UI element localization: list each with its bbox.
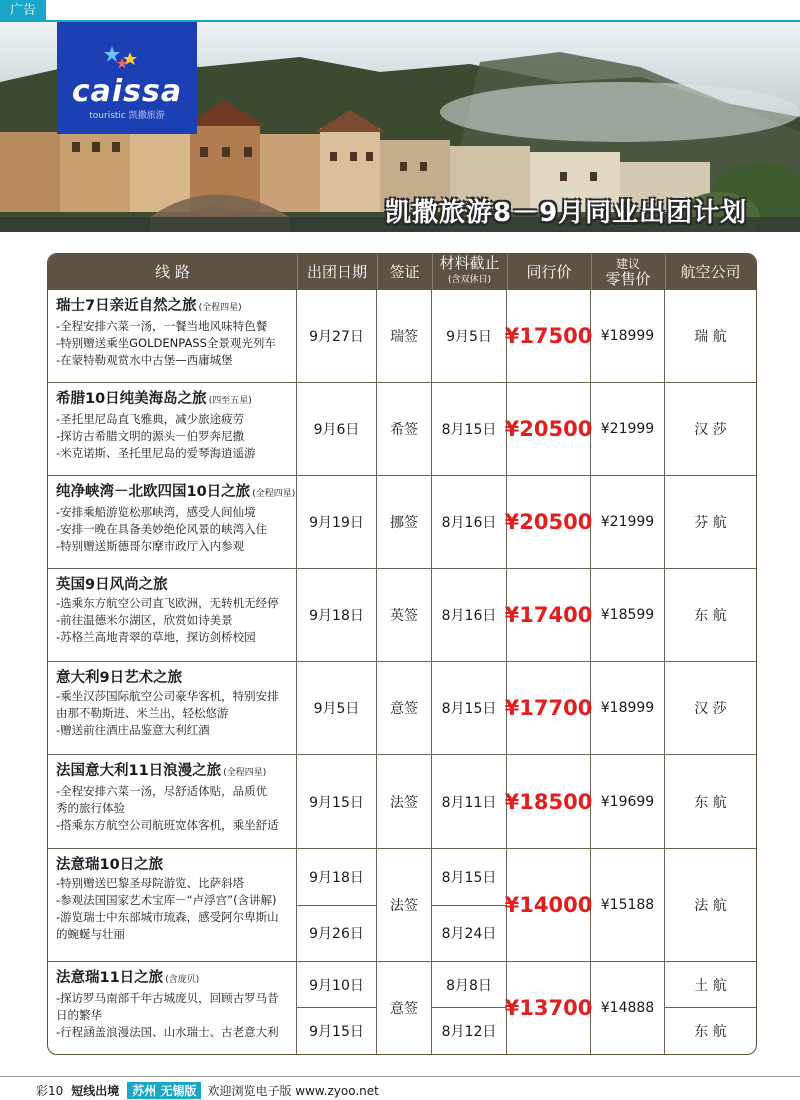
route-detail-line: 秀的旅行体验: [56, 801, 125, 815]
deadline-cell: 8月15日: [432, 849, 507, 906]
route-detail-line: -行程涵盖浪漫法国、山水瑞士、古老意大利: [56, 1025, 279, 1039]
retail-price-cell: [591, 962, 665, 1054]
section-name: 短线出境: [71, 1083, 120, 1098]
retail-price: ¥21999: [600, 421, 655, 437]
peer-price: ¥20500: [504, 510, 593, 534]
departure-date-cell: 9月18日: [297, 569, 377, 662]
visa-cell: 法签: [377, 849, 432, 962]
route-title: [56, 668, 296, 688]
route-detail-line: -全程安排六菜一汤，尽舒适体贴，品质优: [56, 784, 268, 798]
brand-name: caissa: [71, 74, 183, 109]
departure-date-cell: 9月26日: [297, 906, 377, 963]
departure-date-cell: 9月27日: [297, 290, 377, 383]
route-detail-line: -圣托里尼岛直飞雅典，减少旅途疲劳: [56, 412, 245, 426]
route-title-text: 法国意大利11日浪漫之旅: [56, 763, 222, 779]
departure-date-cell: 9月15日: [297, 755, 377, 849]
deadline-cell: 8月12日: [432, 1008, 507, 1054]
departure-date-cell: 9月6日: [297, 383, 377, 476]
route-detail-line: 的蜿蜒与壮丽: [56, 927, 125, 941]
route-title-text: 英国9日风尚之旅: [56, 577, 168, 593]
header-visa: 签证: [377, 254, 433, 290]
banner-title: 凯撒旅游8－9月同业出团计划: [385, 198, 748, 228]
deadline-cell: 8月15日: [432, 662, 507, 755]
airline-cell: 东 航: [694, 1024, 727, 1040]
deadline-cell: 8月24日: [432, 906, 507, 963]
route-cell: [48, 962, 297, 1054]
route-title-text: 法意瑞11日之旅: [56, 970, 164, 986]
promo-text: 欢迎浏览电子版 www.zyoo.net: [207, 1083, 379, 1098]
airline-cell: 汉 莎: [665, 383, 756, 476]
footer: [36, 1081, 379, 1099]
route-detail-line: -游览瑞士中东部城市琉森，感受阿尔卑斯山: [56, 910, 279, 924]
route-detail-line: -苏格兰高地青翠的草地，探访剑桥校园: [56, 630, 256, 644]
peer-price-cell: [504, 476, 593, 569]
route-detail-line: -在蒙特勒观赏水中古堡—西庸城堡: [56, 353, 233, 367]
route-title: [56, 855, 296, 875]
departure-date-cell: 9月15日: [297, 1008, 377, 1054]
deadline-cell: 8月8日: [432, 962, 507, 1008]
header-deadline-note: (含双休日): [447, 275, 491, 285]
airline-cell: 瑞 航: [665, 290, 756, 383]
route-cell: [48, 569, 297, 662]
peer-price-cell: [504, 962, 593, 1054]
peer-price: ¥20500: [504, 417, 593, 441]
retail-price-cell: [591, 569, 665, 662]
route-note: (全程四星): [198, 303, 242, 313]
visa-cell: 挪签: [377, 476, 432, 569]
visa-cell: 法签: [377, 755, 432, 849]
route-detail-line: 由那不勒斯进、米兰出，轻松悠游: [56, 706, 229, 720]
retail-price: ¥21999: [600, 514, 655, 530]
peer-price: ¥18500: [504, 789, 593, 814]
visa-cell: 希签: [377, 383, 432, 476]
visa-cell: 英签: [377, 569, 432, 662]
route-detail-line: -安排一晚在具备美妙绝伦风景的峡湾入住: [56, 522, 268, 536]
visa-cell: 意签: [377, 962, 432, 1054]
airline-cell: 东 航: [665, 569, 756, 662]
route-detail-line: -探访古希腊文明的源头－伯罗奔尼撒: [56, 429, 245, 443]
route-title-text: 法意瑞10日之旅: [56, 857, 164, 873]
header-retail-price: 建议 零售价: [591, 254, 666, 290]
route-detail-line: -特别赠送斯德哥尔摩市政厅入内参观: [56, 539, 245, 553]
peer-price-cell: [504, 290, 593, 383]
route-title: [56, 968, 296, 990]
route-title: [56, 575, 296, 595]
peer-price-cell: [504, 849, 593, 962]
header-airline: 航空公司: [680, 262, 741, 281]
retail-price: ¥18999: [600, 328, 655, 344]
retail-price-cell: [591, 476, 665, 569]
page-number: 彩10: [36, 1083, 64, 1098]
route-cell: [48, 849, 297, 962]
peer-price-cell: [504, 383, 593, 476]
route-detail-line: -安排乘船游览松那峡湾，感受人间仙境: [56, 505, 256, 519]
route-cell: [48, 290, 297, 383]
route-cell: [48, 755, 297, 849]
route-note: (四至五星): [208, 396, 252, 406]
route-detail-line: -前往温德米尔湖区，欣赏如诗美景: [56, 613, 233, 627]
departure-date-cell: 9月18日: [297, 849, 377, 906]
deadline-cell: 8月15日: [432, 383, 507, 476]
departure-date-cell: 9月19日: [297, 476, 377, 569]
route-title-text: 希腊10日纯美海岛之旅: [56, 391, 207, 407]
route-title-text: 瑞士7日亲近自然之旅: [56, 298, 197, 314]
departure-date-cell: 9月5日: [297, 662, 377, 755]
airline-cell: 东 航: [665, 755, 756, 849]
stars-icon: [102, 44, 152, 74]
route-title: [56, 482, 296, 504]
retail-price-cell: [591, 849, 665, 962]
footer-divider: [0, 1076, 800, 1077]
route-title-text: 纯净峡湾－北欧四国10日之旅: [56, 484, 251, 500]
airline-cell: 芬 航: [665, 476, 756, 569]
brand-subtitle: touristic 凯撒旅游: [89, 111, 165, 121]
retail-price-cell: [591, 290, 665, 383]
airline-cell: 土 航: [665, 962, 756, 1008]
retail-price: ¥18999: [600, 700, 655, 716]
route-title-text: 意大利9日艺术之旅: [56, 670, 183, 686]
deadline-cell: 9月5日: [432, 290, 507, 383]
table-header: [48, 254, 756, 290]
banner: [0, 22, 800, 232]
route-detail-line: -参观法国国家艺术宝库－“卢浮宫”(含讲解): [56, 893, 277, 907]
tour-schedule-table: [47, 253, 757, 1055]
route-note: (全程四星): [223, 768, 267, 778]
route-detail-line: -米克诺斯、圣托里尼岛的爱琴海逍遥游: [56, 446, 256, 460]
header-peer-price: 同行价: [507, 254, 592, 290]
route-detail-line: -乘坐汉莎国际航空公司豪华客机，特别安排: [56, 689, 279, 703]
peer-price: ¥17700: [504, 696, 593, 720]
peer-price-cell: [504, 662, 593, 755]
header-route: 线 路: [48, 254, 298, 290]
route-detail-line: -选乘东方航空公司直飞欧洲，无转机无经停: [56, 596, 279, 610]
retail-price-cell: [591, 662, 665, 755]
retail-price-cell: [591, 755, 665, 849]
airline-cell: 汉 莎: [665, 662, 756, 755]
route-note: (含庞贝): [165, 975, 200, 985]
peer-price-cell: [504, 755, 593, 849]
edition-badge: 苏州 无锡版: [127, 1082, 201, 1099]
airline-cell: 法 航: [665, 849, 756, 962]
route-detail-line: -探访罗马南部千年古城庞贝，回顾古罗马昔: [56, 991, 279, 1005]
route-title: [56, 296, 296, 318]
route-detail-line: -特别赠送巴黎圣母院游览、比萨斜塔: [56, 876, 245, 890]
route-cell: [48, 476, 297, 569]
deadline-cell: 8月16日: [432, 569, 507, 662]
visa-cell: 意签: [377, 662, 432, 755]
peer-price: ¥13700: [504, 996, 593, 1020]
retail-price: ¥18599: [600, 607, 655, 623]
peer-price: ¥17400: [504, 603, 593, 627]
caissa-logo: [57, 22, 197, 134]
header-date: 出团日期: [297, 254, 378, 290]
route-title: [56, 389, 296, 411]
peer-price-cell: [504, 569, 593, 662]
retail-price: ¥14888: [600, 1000, 655, 1016]
peer-price: ¥14000: [504, 893, 593, 917]
ad-tag: 广告: [0, 0, 46, 22]
retail-price: ¥19699: [600, 793, 655, 810]
deadline-cell: 8月16日: [432, 476, 507, 569]
route-cell: [48, 662, 297, 755]
route-detail-line: -赠送前往酒庄品鉴意大利红酒: [56, 723, 210, 737]
route-title: [56, 761, 296, 783]
route-cell: [48, 383, 297, 476]
retail-price: ¥15188: [600, 897, 655, 913]
route-detail-line: 日的繁华: [56, 1008, 102, 1022]
departure-date-cell: 9月10日: [297, 962, 377, 1008]
peer-price: ¥17500: [504, 324, 593, 348]
route-note: (全程四星): [252, 489, 296, 499]
retail-price-cell: [591, 383, 665, 476]
route-detail-line: -搭乘东方航空公司航班宽体客机，乘坐舒适: [56, 818, 279, 832]
deadline-cell: 8月11日: [432, 755, 507, 849]
header-deadline: 材料截止 (含双休日): [432, 254, 508, 290]
route-detail-line: -特别赠送乘坐GOLDENPASS全景观光列车: [56, 336, 276, 350]
route-detail-line: -全程安排六菜一汤，一餐当地风味特色餐: [56, 319, 268, 333]
visa-cell: 瑞签: [377, 290, 432, 383]
